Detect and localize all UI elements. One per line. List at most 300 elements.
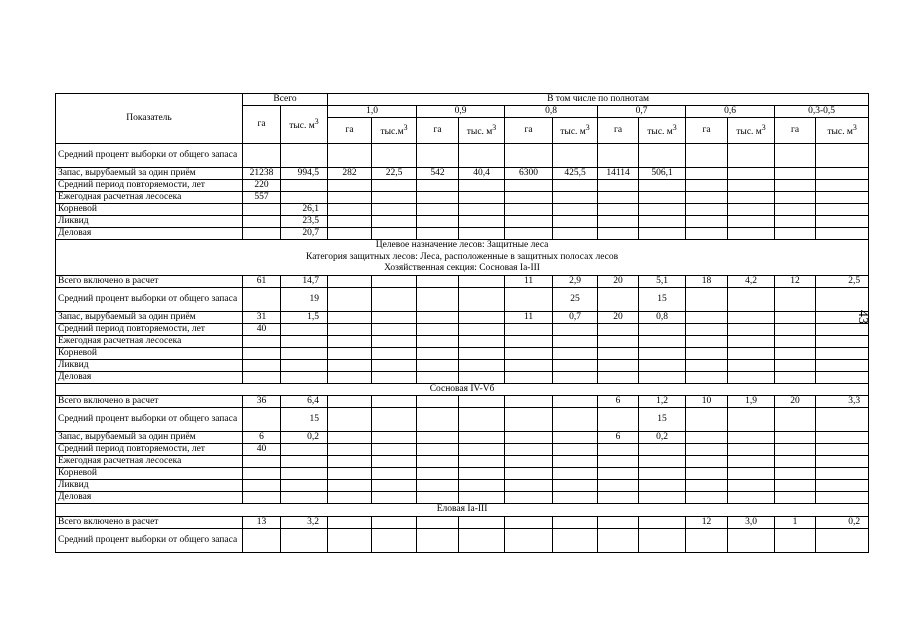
table-cell	[505, 228, 553, 240]
table-row	[56, 204, 869, 216]
table-cell	[639, 335, 686, 347]
table-cell	[243, 528, 281, 552]
table-row	[56, 323, 869, 335]
table-cell: 5,1	[639, 275, 686, 287]
table-cell	[372, 456, 417, 468]
table-cell	[328, 492, 372, 504]
table-cell	[372, 432, 417, 444]
table-cell: 6300	[505, 168, 553, 180]
table-cell	[728, 311, 775, 323]
table-cell	[775, 180, 816, 192]
header-unit-volume: $тыс.м^3$	[372, 118, 417, 144]
header-unit-volume: тыс. $м^3$	[816, 118, 869, 144]
table-cell: 0,2	[639, 432, 686, 444]
table-cell	[598, 359, 639, 371]
table-cell	[728, 408, 775, 432]
table-cell	[505, 144, 553, 168]
table-cell	[328, 359, 372, 371]
table-cell	[417, 359, 459, 371]
table-cell	[686, 228, 728, 240]
table-cell: 13	[243, 516, 281, 528]
table-cell: 2,9	[553, 275, 598, 287]
table-row	[56, 168, 869, 180]
row-label: Деловая	[56, 228, 243, 240]
table-cell	[775, 287, 816, 311]
table-row	[56, 408, 869, 432]
table-cell	[417, 335, 459, 347]
row-label: Ликвид	[56, 359, 243, 371]
section-line: Категория защитных лесов: Леса, расположенные в защитных полосах лесов	[305, 251, 619, 262]
table-cell	[505, 323, 553, 335]
table-row	[56, 275, 869, 287]
table-cell	[686, 192, 728, 204]
table-cell	[505, 516, 553, 528]
table-cell	[328, 180, 372, 192]
table-cell	[816, 347, 869, 359]
table-cell	[417, 444, 459, 456]
table-cell	[775, 456, 816, 468]
table-row	[56, 432, 869, 444]
table-cell: 220	[243, 180, 281, 192]
row-label: Средний период повторяемости, лет	[56, 323, 243, 335]
table-cell	[281, 456, 328, 468]
table-cell	[459, 323, 505, 335]
table-cell	[417, 192, 459, 204]
table-cell	[417, 468, 459, 480]
section-heading	[56, 240, 869, 276]
table-cell	[417, 516, 459, 528]
table-cell	[372, 396, 417, 408]
table-cell	[459, 492, 505, 504]
table-cell	[459, 480, 505, 492]
table-cell: 12	[775, 275, 816, 287]
table-cell	[281, 468, 328, 480]
table-cell	[686, 528, 728, 552]
table-cell	[281, 371, 328, 383]
table-cell	[728, 228, 775, 240]
table-row	[56, 516, 869, 528]
table-cell	[328, 347, 372, 359]
table-cell	[328, 275, 372, 287]
table-cell	[728, 347, 775, 359]
table-row	[56, 528, 869, 552]
table-cell	[505, 192, 553, 204]
table-cell	[459, 432, 505, 444]
table-cell	[328, 408, 372, 432]
row-label: Средний процент выборки от общего запаса	[56, 144, 243, 168]
table-cell	[553, 323, 598, 335]
table-cell	[372, 192, 417, 204]
table-cell	[598, 287, 639, 311]
table-cell	[417, 396, 459, 408]
table-cell	[775, 335, 816, 347]
table-cell	[639, 204, 686, 216]
table-cell: 1,9	[728, 396, 775, 408]
table-cell	[775, 228, 816, 240]
table-cell	[459, 371, 505, 383]
table-cell	[505, 216, 553, 228]
table-cell: 0,8	[639, 311, 686, 323]
table-cell	[505, 444, 553, 456]
table-cell	[372, 480, 417, 492]
table-cell	[417, 311, 459, 323]
table-cell	[459, 444, 505, 456]
table-cell	[816, 359, 869, 371]
table-cell	[816, 408, 869, 432]
table-cell	[598, 408, 639, 432]
table-cell	[686, 432, 728, 444]
table-cell	[598, 492, 639, 504]
table-cell: 557	[243, 192, 281, 204]
table-cell	[598, 228, 639, 240]
table-row	[56, 216, 869, 228]
table-cell	[686, 204, 728, 216]
row-label: Запас, вырубаемый за один приём	[56, 311, 243, 323]
table-cell	[728, 432, 775, 444]
table-cell: 0,7	[553, 311, 598, 323]
header-including: В том числе по полнотам	[328, 94, 869, 106]
table-cell	[686, 180, 728, 192]
table-cell	[728, 492, 775, 504]
table-cell: 22,5	[372, 168, 417, 180]
table-cell	[775, 192, 816, 204]
header-density: 0,9	[417, 106, 505, 118]
table-cell	[598, 468, 639, 480]
table-cell	[417, 228, 459, 240]
table-cell	[417, 275, 459, 287]
table-cell	[505, 371, 553, 383]
table-cell	[372, 335, 417, 347]
table-cell	[281, 180, 328, 192]
table-cell	[775, 492, 816, 504]
table-cell	[553, 144, 598, 168]
table-cell	[328, 396, 372, 408]
table-cell	[775, 347, 816, 359]
table-cell	[598, 323, 639, 335]
table-cell: 23,5	[281, 216, 328, 228]
table-cell	[598, 192, 639, 204]
table-cell	[328, 323, 372, 335]
table-cell	[639, 323, 686, 335]
header-unit-ha: га	[775, 118, 816, 144]
table-cell	[505, 456, 553, 468]
table-cell: 15	[281, 408, 328, 432]
table-cell	[816, 371, 869, 383]
page-number: 43	[855, 310, 870, 324]
table-cell	[553, 347, 598, 359]
table-cell	[328, 371, 372, 383]
table-cell	[372, 371, 417, 383]
row-label: Запас, вырубаемый за один приём	[56, 168, 243, 180]
table-cell	[372, 287, 417, 311]
table-cell	[598, 335, 639, 347]
table-cell	[598, 456, 639, 468]
table-cell	[728, 456, 775, 468]
table-cell	[639, 371, 686, 383]
table-cell	[775, 444, 816, 456]
table-row	[56, 287, 869, 311]
table-cell	[459, 192, 505, 204]
header-indicator: Показатель	[56, 94, 243, 144]
table-cell	[243, 492, 281, 504]
section-line: Целевое назначение лесов: Защитные леса	[375, 240, 549, 250]
row-label: Корневой	[56, 468, 243, 480]
table-cell	[775, 371, 816, 383]
table-cell	[281, 492, 328, 504]
table-cell: 0,2	[281, 432, 328, 444]
table-cell	[775, 323, 816, 335]
table-cell: 506,1	[639, 168, 686, 180]
table-cell	[328, 192, 372, 204]
table-cell: 994,5	[281, 168, 328, 180]
row-label: Корневой	[56, 204, 243, 216]
table-row	[56, 347, 869, 359]
table-cell	[328, 311, 372, 323]
table-row	[56, 180, 869, 192]
table-cell	[281, 444, 328, 456]
table-cell	[372, 468, 417, 480]
table-cell	[243, 335, 281, 347]
table-cell	[686, 216, 728, 228]
header-unit-volume: тыс. $м^3$	[553, 118, 598, 144]
table-cell	[281, 144, 328, 168]
table-cell	[686, 347, 728, 359]
header-unit-ha: га	[417, 118, 459, 144]
table-cell	[459, 204, 505, 216]
table-cell	[459, 287, 505, 311]
table-cell	[328, 144, 372, 168]
table-cell	[775, 528, 816, 552]
table-cell	[505, 528, 553, 552]
section-line: Еловая Ia-III	[436, 504, 488, 514]
table-cell	[639, 347, 686, 359]
table-cell: 20	[775, 396, 816, 408]
header-unit-ha: га	[686, 118, 728, 144]
section-heading	[56, 504, 869, 517]
table-cell	[281, 480, 328, 492]
table-cell: 10	[686, 396, 728, 408]
table-row	[56, 492, 869, 504]
table-cell	[553, 456, 598, 468]
row-label: Ежегодная расчетная лесосека	[56, 335, 243, 347]
table-cell: 3,3	[816, 396, 869, 408]
table-cell	[553, 444, 598, 456]
table-cell: 2,5	[816, 275, 869, 287]
table-cell: 20	[598, 275, 639, 287]
table-row	[56, 396, 869, 408]
table-cell	[553, 180, 598, 192]
table-cell	[459, 528, 505, 552]
table-cell	[728, 480, 775, 492]
table-cell	[686, 168, 728, 180]
table-cell	[505, 287, 553, 311]
table-cell	[459, 144, 505, 168]
table-cell	[328, 335, 372, 347]
table-cell	[775, 216, 816, 228]
table-cell: 11	[505, 275, 553, 287]
table-cell	[417, 287, 459, 311]
table-cell	[505, 359, 553, 371]
table-cell	[816, 456, 869, 468]
table-cell: 36	[243, 396, 281, 408]
table-cell	[505, 204, 553, 216]
table-cell	[639, 492, 686, 504]
table-cell	[459, 311, 505, 323]
table-cell	[775, 480, 816, 492]
row-label: Всего включено в расчет	[56, 275, 243, 287]
table-cell	[686, 468, 728, 480]
section-row	[56, 383, 869, 396]
table-cell	[459, 456, 505, 468]
table-cell: 25	[553, 287, 598, 311]
table-cell	[417, 371, 459, 383]
table-cell	[816, 335, 869, 347]
header-unit-ha: га	[328, 118, 372, 144]
table-cell	[686, 311, 728, 323]
table-cell	[553, 216, 598, 228]
table-cell	[728, 144, 775, 168]
table-cell	[728, 371, 775, 383]
row-label: Ежегодная расчетная лесосека	[56, 192, 243, 204]
table-cell	[553, 228, 598, 240]
table-cell	[328, 444, 372, 456]
table-row	[56, 468, 869, 480]
row-label: Ликвид	[56, 480, 243, 492]
table-cell: 425,5	[553, 168, 598, 180]
table-cell: 61	[243, 275, 281, 287]
table-cell	[728, 192, 775, 204]
table-cell	[328, 468, 372, 480]
table-cell	[505, 396, 553, 408]
table-cell	[372, 528, 417, 552]
table-body	[56, 144, 869, 553]
table-cell: 18	[686, 275, 728, 287]
table-cell	[775, 168, 816, 180]
table-cell	[686, 144, 728, 168]
section-line: Хозяйственная секция: Сосновая Ia-III	[384, 263, 540, 273]
section-row	[56, 504, 869, 517]
table-cell	[775, 311, 816, 323]
table-cell	[639, 216, 686, 228]
header-density: 1,0	[328, 106, 417, 118]
table-cell	[816, 168, 869, 180]
table-cell: 14,7	[281, 275, 328, 287]
table-cell	[459, 180, 505, 192]
row-label: Деловая	[56, 371, 243, 383]
table-cell	[459, 468, 505, 480]
table-cell	[372, 204, 417, 216]
table-cell	[598, 216, 639, 228]
row-label: Запас, вырубаемый за один приём	[56, 432, 243, 444]
row-label: Всего включено в расчет	[56, 396, 243, 408]
header-total-ha: га	[243, 106, 281, 144]
table-cell	[459, 516, 505, 528]
table-cell	[459, 359, 505, 371]
table-cell	[459, 216, 505, 228]
table-cell	[728, 335, 775, 347]
table-cell	[728, 528, 775, 552]
table-cell	[598, 444, 639, 456]
table-cell	[686, 335, 728, 347]
table-cell	[816, 492, 869, 504]
table-cell	[816, 468, 869, 480]
table-cell	[816, 323, 869, 335]
table-cell	[728, 180, 775, 192]
table-cell	[372, 144, 417, 168]
table-cell	[816, 228, 869, 240]
table-cell	[816, 180, 869, 192]
table-cell	[243, 408, 281, 432]
forest-harvest-table	[55, 93, 869, 553]
table-cell	[639, 516, 686, 528]
table-cell	[417, 180, 459, 192]
table-cell	[553, 408, 598, 432]
table-cell	[553, 204, 598, 216]
table-cell	[598, 528, 639, 552]
table-cell	[686, 371, 728, 383]
table-cell	[639, 180, 686, 192]
table-cell	[775, 359, 816, 371]
table-cell	[816, 528, 869, 552]
table-cell	[505, 492, 553, 504]
table-cell: 40	[243, 444, 281, 456]
table-cell	[775, 204, 816, 216]
table-cell	[686, 492, 728, 504]
table-cell	[459, 408, 505, 432]
row-label: Средний процент выборки от общего запаса	[56, 408, 243, 432]
table-cell	[816, 192, 869, 204]
table-cell	[598, 516, 639, 528]
table-cell	[243, 144, 281, 168]
table-cell	[505, 480, 553, 492]
table-cell: 20,7	[281, 228, 328, 240]
table-cell	[686, 359, 728, 371]
table-cell	[553, 468, 598, 480]
table-cell	[728, 287, 775, 311]
table-cell: 20	[598, 311, 639, 323]
table-cell	[775, 468, 816, 480]
table-cell: 4,2	[728, 275, 775, 287]
table-cell	[417, 480, 459, 492]
row-label: Корневой	[56, 347, 243, 359]
table-cell	[639, 192, 686, 204]
table-cell	[505, 468, 553, 480]
table-cell	[243, 204, 281, 216]
table-cell	[328, 456, 372, 468]
row-label: Средний период повторяемости, лет	[56, 180, 243, 192]
table-cell	[728, 359, 775, 371]
header-unit-ha: га	[598, 118, 639, 144]
table-cell	[816, 216, 869, 228]
table-cell	[553, 516, 598, 528]
table-cell	[281, 323, 328, 335]
table-cell	[417, 408, 459, 432]
table-cell	[553, 480, 598, 492]
table-cell	[816, 204, 869, 216]
table-header	[56, 94, 869, 144]
section-line: Сосновая IV-Vб	[429, 383, 495, 394]
table-cell: 12	[686, 516, 728, 528]
row-label: Всего включено в расчет	[56, 516, 243, 528]
table-cell: 40	[243, 323, 281, 335]
table-cell	[281, 347, 328, 359]
header-density: 0,8	[505, 106, 598, 118]
table-cell: 26,1	[281, 204, 328, 216]
table-cell	[598, 347, 639, 359]
table-row	[56, 335, 869, 347]
table-cell	[553, 335, 598, 347]
table-cell	[639, 480, 686, 492]
